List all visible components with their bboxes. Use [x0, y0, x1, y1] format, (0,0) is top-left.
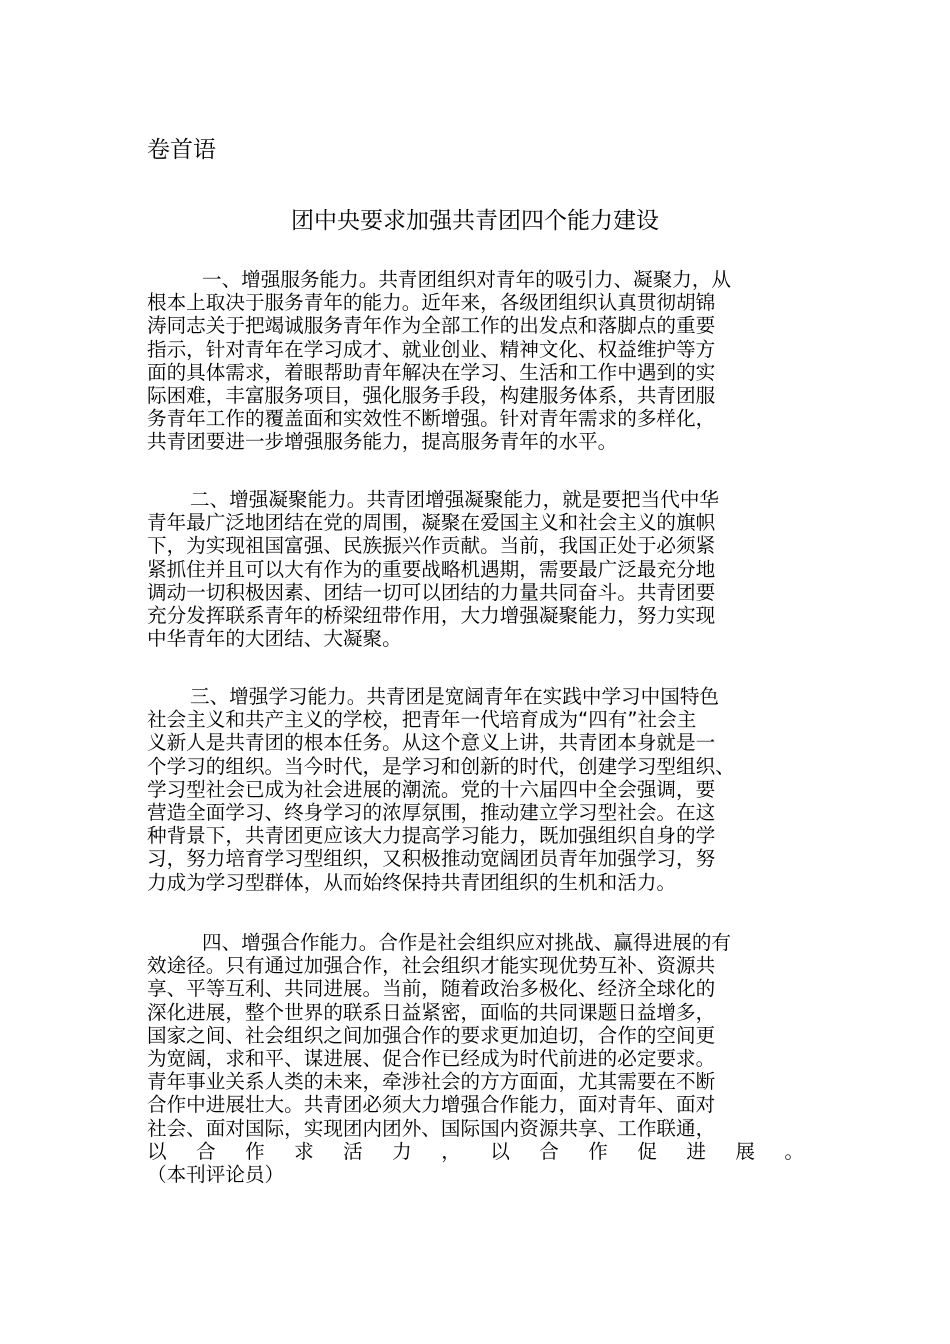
justified-char: 。 — [784, 1139, 804, 1163]
author-byline: （本刊评论员） — [147, 1162, 285, 1186]
justified-char: ， — [441, 1139, 461, 1163]
paragraph-line: 指示，针对青年在学习成才、就业创业、精神文化、权益维护等方 — [147, 337, 716, 361]
paragraph-line: 社会、面对国际，实现团内团外、国际国内资源共享、工作联通， — [147, 1116, 716, 1140]
paragraph-line: 紧抓住并且可以大有作为的重要战略机遇期，需要最广泛最充分地 — [147, 557, 716, 581]
justified-char: 以 — [490, 1139, 510, 1163]
paragraph-line: 种背景下，共青团更应该大力提高学习能力，既加强组织自身的学 — [147, 824, 716, 848]
paragraph-line: 为宽阔，求和平、谋进展、促合作已经成为时代前进的必定要求。 — [147, 1046, 716, 1070]
justified-char: 展 — [735, 1139, 755, 1163]
paragraph-line: 际困难，丰富服务项目，强化服务手段，构建服务体系，共青团服 — [147, 383, 716, 407]
article-title: 团中央要求加强共青团四个能力建设 — [291, 208, 659, 234]
justified-char: 活 — [343, 1139, 363, 1163]
paragraph-cooperation — [147, 931, 804, 1186]
paragraph-line: 合作中进展壮大。共青团必须大力增强合作能力，面对青年、面对 — [147, 1093, 716, 1117]
paragraph-line: 三、增强学习能力。共青团是宽阔青年在实践中学习中国特色 — [190, 685, 720, 708]
justified-char: 以 — [147, 1139, 167, 1163]
justified-char: 促 — [637, 1139, 657, 1163]
paragraph-line: 营造全面学习、终身学习的浓厚氛围，推动建立学习型社会。在这 — [147, 800, 716, 824]
paragraph-line: 根本上取决于服务青年的能力。近年来，各级团组织认真贯彻胡锦 — [147, 291, 716, 315]
justified-closing-line — [147, 1140, 804, 1163]
paragraph-line: 力成为学习型群体，从而始终保持共青团组织的生机和活力。 — [147, 870, 677, 894]
paragraph-line: 调动一切积极因素、团结一切可以团结的力量共同奋斗。共青团要 — [147, 580, 716, 604]
paragraph-line: 个学习的组织。当今时代，是学习和创新的时代，创建学习型组织、 — [147, 754, 735, 778]
paragraph-line: 涛同志关于把竭诚服务青年作为全部工作的出发点和落脚点的重要 — [147, 314, 716, 338]
paragraph-line: 国家之间、社会组织之间加强合作的要求更加迫切，合作的空间更 — [147, 1023, 716, 1047]
paragraph-line: 充分发挥联系青年的桥梁纽带作用，大力增强凝聚能力，努力实现 — [147, 603, 716, 627]
paragraph-line: 二、增强凝聚能力。共青团增强凝聚能力，就是要把当代中华 — [190, 488, 720, 511]
paragraph-line: 深化进展，整个世界的联系日益紧密，面临的共同课题日益增多， — [147, 1000, 716, 1024]
paragraph-line: 一、增强服务能力。共青团组织对青年的吸引力、凝聚力，从 — [202, 268, 732, 291]
paragraph-line: 面的具体需求，着眼帮助青年解决在学习、生活和工作中遇到的实 — [147, 360, 716, 384]
paragraph-line: 青年事业关系人类的未来，牵涉社会的方方面面，尤其需要在不断 — [147, 1070, 716, 1094]
paragraph-line: 四、增强合作能力。合作是社会组织应对挑战、赢得进展的有 — [202, 931, 732, 954]
justified-char: 力 — [392, 1139, 412, 1163]
paragraph-line: 享、平等互利、共同进展。当前，随着政治多极化、经济全球化的 — [147, 977, 716, 1001]
justified-char: 作 — [588, 1139, 608, 1163]
paragraph-service — [147, 268, 731, 454]
paragraph-line: 效途径。只有通过加强合作，社会组织才能实现优势互补、资源共 — [147, 954, 716, 978]
justified-char: 合 — [196, 1139, 216, 1163]
paragraph-line: 中华青年的大团结、大凝聚。 — [147, 627, 402, 651]
paragraph-line: 务青年工作的覆盖面和实效性不断增强。针对青年需求的多样化， — [147, 407, 716, 431]
paragraph-line: 义新人是共青团的根本任务。从这个意义上讲，共青团本身就是一 — [147, 731, 716, 755]
paragraph-line: 下，为实现祖国富强、民族振兴作贡献。当前，我国正处于必须紧 — [147, 534, 716, 558]
paragraph-line: 青年最广泛地团结在党的周围，凝聚在爱国主义和社会主义的旗帜 — [147, 511, 716, 535]
paragraph-line: 学习型社会已成为社会进展的潮流。党的十六届四中全会强调，要 — [147, 777, 716, 801]
justified-char: 作 — [245, 1139, 265, 1163]
justified-char: 合 — [539, 1139, 559, 1163]
justified-char: 进 — [686, 1139, 706, 1163]
paragraph-cohesion — [147, 488, 719, 650]
paragraph-line: 社会主义和共产主义的学校，把青年一代培育成为“四有”社会主 — [147, 708, 697, 732]
paragraph-line: 习，努力培育学习型组织，又积极推动宽阔团员青年加强学习，努 — [147, 847, 716, 871]
paragraph-learning — [147, 685, 735, 894]
justified-char: 求 — [294, 1139, 314, 1163]
section-label: 卷首语 — [147, 137, 216, 163]
paragraph-line: 共青团要进一步增强服务能力，提高服务青年的水平。 — [147, 430, 618, 454]
